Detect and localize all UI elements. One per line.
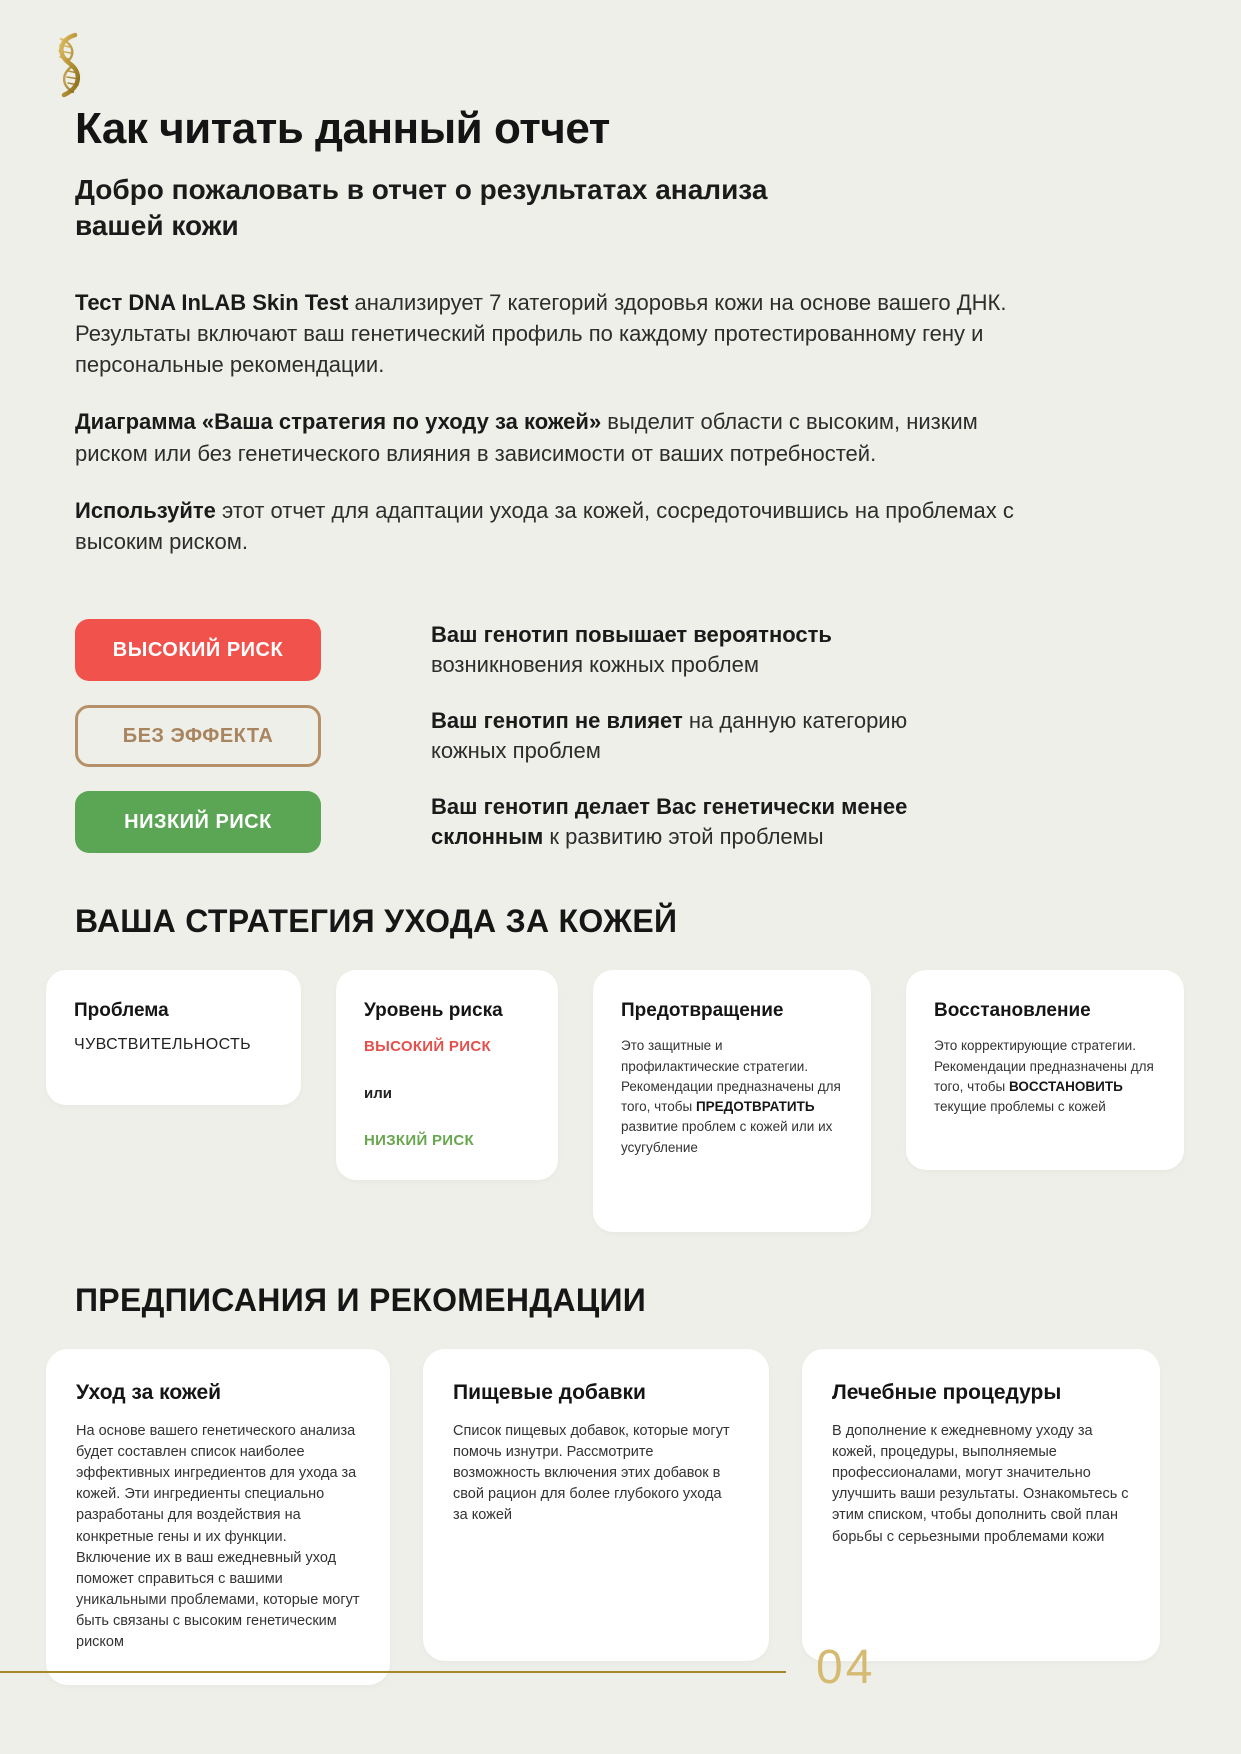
recommendation-card-treatments-body: В дополнение к ежедневному уходу за кожей, процедуры, выполняемые профессионалами, могут значительно улучшить ваши результаты. Ознакомьтесь с этим списком, чтобы дополнить свой план борьбы с серьезными проблемами кожи xyxy=(832,1423,1129,1545)
restoration-body-text: Это корректирующие стратегии. Рекомендации предназначены для того, чтобы xyxy=(934,1038,1154,1094)
strategy-section-heading: ВАША СТРАТЕГИЯ УХОДА ЗА КОЖЕЙ xyxy=(75,903,678,940)
recommendation-card-supplements-body: Список пищевых добавок, которые могут помочь изнутри. Рассмотрите возможность включения этих добавок в свой рацион для более глубокого ухода за кожей xyxy=(453,1423,730,1524)
dna-helix-icon xyxy=(48,32,90,98)
strategy-card-problem-title: Проблема xyxy=(74,1000,169,1022)
legend-row-low-risk xyxy=(75,791,1181,853)
low-risk-badge: НИЗКИЙ РИСК xyxy=(75,791,321,853)
strategy-card-restoration xyxy=(906,970,1184,1170)
strategy-card-risk-title: Уровень риска xyxy=(364,1000,503,1022)
restoration-body-text-2: текущие проблемы с кожей xyxy=(934,1099,1106,1115)
strategy-card-risk-level xyxy=(336,970,558,1180)
recommendations-section xyxy=(0,1282,1241,1319)
high-risk-description-text: возникновения кожных проблем xyxy=(431,652,759,678)
high-risk-badge: ВЫСОКИЙ РИСК xyxy=(75,619,321,681)
strategy-card-prevention xyxy=(593,970,871,1232)
low-risk-description xyxy=(431,792,931,853)
intro-paragraph-diagram xyxy=(75,406,1015,468)
strategy-cards xyxy=(46,970,1241,1232)
intro-paragraph-diagram-lead: Диаграмма «Ваша стратегия по уходу за кожей» xyxy=(75,409,602,435)
risk-level-high-label: ВЫСОКИЙ РИСК xyxy=(364,1038,491,1056)
strategy-card-restoration-title: Восстановление xyxy=(934,1000,1091,1022)
high-risk-description-bold: Ваш генотип повышает вероятность xyxy=(431,622,832,648)
recommendations-section-heading: ПРЕДПИСАНИЯ И РЕКОМЕНДАЦИИ xyxy=(75,1282,647,1319)
footer-divider-line xyxy=(0,1671,786,1673)
recommendation-card-skincare-title: Уход за кожей xyxy=(76,1381,222,1405)
recommendation-card-skincare-body: На основе вашего генетического анализа будет составлен список наиболее эффективных ингредиентов для ухода за кожей. Эти ингредиенты специально разработаны для воздействия на конкретные гены и их функции. Включение их в ваш ежедневный уход поможет справиться с вашими уникальными проблемами, которые могут быть связаны с высоким генетическим риском xyxy=(76,1423,360,1650)
page-content xyxy=(0,104,1241,940)
no-effect-description-text: на данную категорию кожных проблем xyxy=(431,708,908,764)
recommendation-card-skincare xyxy=(46,1349,390,1684)
intro-paragraph-test-lead: Тест DNA InLAB Skin Test xyxy=(75,289,349,315)
low-risk-description-bold: Ваш генотип делает Вас генетически менее склонным xyxy=(431,794,908,850)
risk-level-or-label: или xyxy=(364,1085,392,1103)
recommendation-card-supplements-title: Пищевые добавки xyxy=(453,1381,646,1405)
risk-legend xyxy=(75,619,1181,853)
recommendation-card-treatments-title: Лечебные процедуры xyxy=(832,1381,1062,1405)
intro-paragraph-use xyxy=(75,495,1015,557)
strategy-card-prevention-body xyxy=(621,1036,843,1158)
strategy-card-problem xyxy=(46,970,301,1105)
no-effect-description xyxy=(431,706,931,767)
no-effect-description-bold: Ваш генотип не влияет xyxy=(431,708,683,734)
risk-level-low-label: НИЗКИЙ РИСК xyxy=(364,1132,474,1150)
recommendation-cards xyxy=(46,1349,1241,1684)
page-number: 04 xyxy=(816,1641,876,1694)
low-risk-description-text: к развитию этой проблемы xyxy=(543,824,824,850)
prevention-body-text: Это защитные и профилактические стратегии. Рекомендации предназначены для того, чтобы xyxy=(621,1038,841,1115)
page-subtitle: Добро пожаловать в отчет о результатах анализа вашей кожи xyxy=(75,174,768,242)
no-effect-badge: БЕЗ ЭФФЕКТА xyxy=(75,705,321,767)
strategy-card-restoration-body xyxy=(934,1036,1156,1117)
high-risk-description xyxy=(431,620,931,681)
intro-paragraph-test xyxy=(75,287,1015,381)
intro-paragraph-use-text: этот отчет для адаптации ухода за кожей, сосредоточившись на проблемах с высоким риском. xyxy=(75,497,1014,555)
strategy-card-problem-value: ЧУВСТВИТЕЛЬНОСТЬ xyxy=(74,1036,252,1054)
strategy-card-prevention-title: Предотвращение xyxy=(621,1000,784,1022)
intro-paragraph-diagram-text: выделит области с высоким, низким риском или без генетического влияния в зависимости от ваших потребностей. xyxy=(75,409,978,466)
restoration-body-bold: ВОССТАНОВИТЬ xyxy=(1008,1078,1123,1094)
page-title: Как читать данный отчет xyxy=(75,104,610,153)
recommendation-card-supplements xyxy=(423,1349,769,1661)
legend-row-high-risk xyxy=(75,619,1181,681)
recommendation-card-treatments xyxy=(802,1349,1160,1661)
prevention-body-bold: ПРЕДОТВРАТИТЬ xyxy=(695,1099,815,1115)
intro-paragraph-use-lead: Используйте xyxy=(75,497,216,523)
intro-paragraph-test-text: анализирует 7 категорий здоровья кожи на основе вашего ДНК. Результаты включают ваш генетический профиль по каждому протестированному гену и персональные рекомендации. xyxy=(75,289,1007,378)
prevention-body-text-2: развитие проблем с кожей или их усугубление xyxy=(621,1119,833,1155)
legend-row-no-effect xyxy=(75,705,1181,767)
